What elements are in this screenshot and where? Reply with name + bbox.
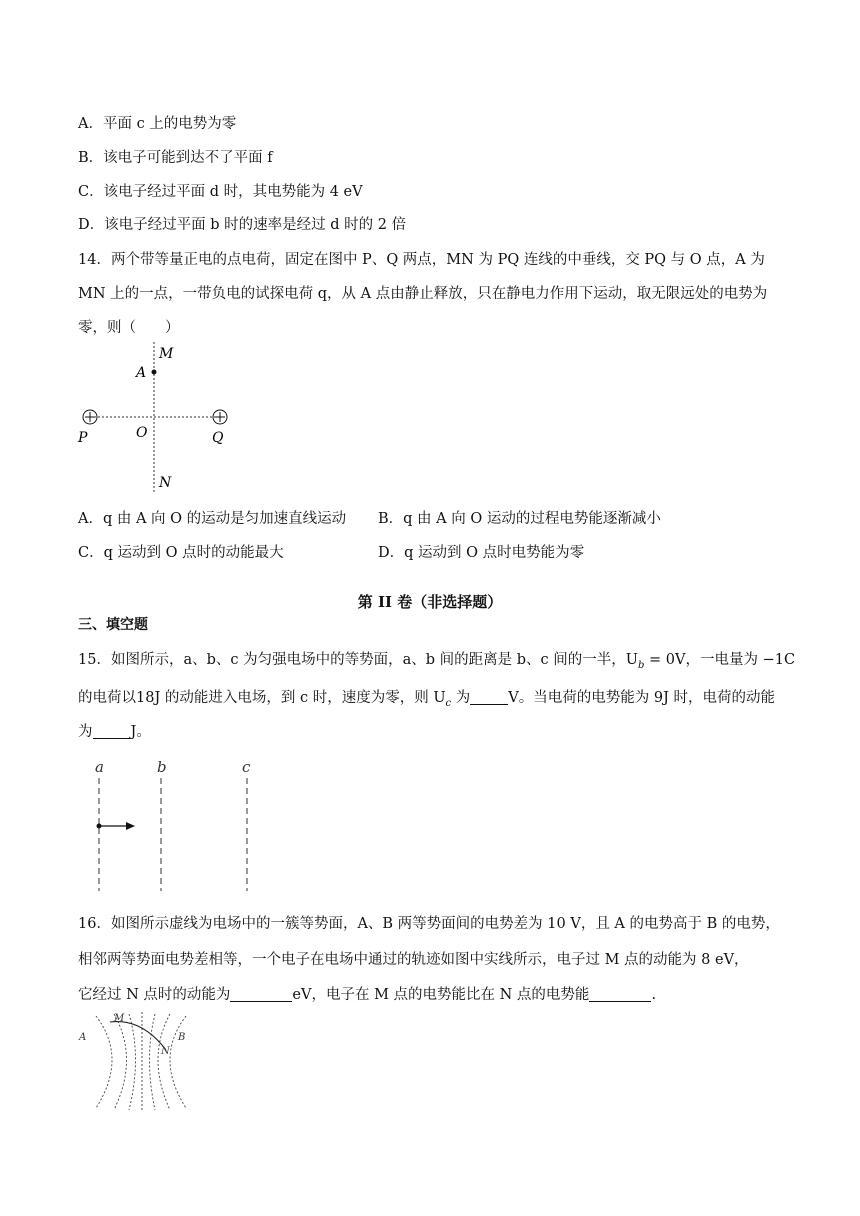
- label-o: O: [136, 425, 148, 441]
- equipotential-6: [158, 1014, 170, 1110]
- q14-option-c: C．q 运动到 O 点时的动能最大: [78, 545, 284, 561]
- point-a: [152, 370, 157, 375]
- q14-option-d: D．q 运动到 O 点时电势能为零: [378, 545, 585, 561]
- q15-line2-text-b: 为: [451, 690, 471, 706]
- q16-stem-line2: 相邻两等势面电势差相等，一个电子在电场中通过的轨迹如图中实线所示，电子过 M 点的动能为 8 eV，: [78, 952, 749, 968]
- q15-line2-text: 的电荷以18J 的动能进入电场，到 c 时，速度为零，则 U: [78, 690, 446, 706]
- q13-option-a: A．平面 c 上的电势为零: [78, 116, 237, 132]
- trajectory: [110, 1022, 166, 1050]
- label-n: N: [161, 1046, 170, 1057]
- equipotential-3: [129, 1014, 136, 1110]
- label-b: B: [178, 1032, 186, 1043]
- q16-figure: [76, 1010, 216, 1110]
- label-p: P: [78, 430, 88, 446]
- q15-stem-line1: [78, 648, 795, 671]
- charge-p: [83, 410, 97, 424]
- q14-stem-line2: MN 上的一点，一带负电的试探电荷 q，从 A 点由静止释放，只在静电力作用下运动，取无限远处的电势为: [78, 286, 768, 302]
- label-m: M: [159, 346, 174, 362]
- q15-stem-line3: [78, 720, 151, 741]
- q13-option-b: B．该电子可能到达不了平面 f: [78, 150, 273, 166]
- q13-option-d: D．该电子经过平面 b 时的速率是经过 d 时的 2 倍: [78, 217, 407, 233]
- label-m: M: [114, 1013, 125, 1024]
- q15-uc-subscript: c: [445, 697, 452, 709]
- q13-option-c: C．该电子经过平面 d 时，其电势能为 4 eV: [78, 184, 363, 200]
- label-a: A: [136, 365, 147, 381]
- q15-line2-text-c: V。当电荷的电势能为 9J 时，电荷的动能: [508, 690, 775, 706]
- q15-blank-1[interactable]: [470, 690, 508, 705]
- q16-line3-text: 它经过 N 点时的动能为: [78, 987, 231, 1003]
- equipotential-5: [150, 1014, 156, 1110]
- equipotential-7: [170, 1016, 186, 1108]
- q15-line1-text: 15．如图所示，a、b、c 为匀强电场中的等势面，a、b 间的距离是 b、c 间的一半，U: [78, 652, 638, 668]
- q16-line3-text-c: .: [651, 987, 657, 1003]
- q16-blank-2[interactable]: [589, 987, 651, 1002]
- q15-line3-text-b: J。: [130, 724, 151, 740]
- label-n: N: [159, 475, 172, 491]
- label-q: Q: [212, 430, 224, 446]
- q16-stem-line3: [78, 983, 656, 1004]
- q14-figure: [70, 340, 260, 500]
- q16-stem-line1: 16．如图所示虚线为电场中的一簇等势面，A、B 两等势面间的电势差为 10 V，且 A 的电势高于 B 的电势，: [78, 916, 780, 932]
- section-title: 第 II 卷（非选择题）: [357, 593, 503, 611]
- charge-q: [213, 410, 227, 424]
- equipotential-2: [114, 1014, 127, 1110]
- equipotential-1: [96, 1016, 112, 1108]
- label-a: a: [95, 758, 104, 776]
- q15-line3-text: 为: [78, 724, 93, 740]
- label-a: A: [79, 1032, 87, 1043]
- arrow-head: [126, 822, 135, 830]
- q14-stem-line3: 零，则（ ）: [78, 320, 180, 336]
- q15-blank-2[interactable]: [93, 724, 131, 739]
- section-subtitle: 三、填空题: [78, 617, 148, 633]
- label-c: c: [242, 758, 251, 776]
- q15-stem-line2: [78, 686, 775, 709]
- label-b: b: [157, 758, 167, 776]
- q15-figure: [84, 756, 274, 896]
- q16-blank-1[interactable]: [230, 987, 292, 1002]
- q14-stem-line1: 14．两个带等量正电的点电荷，固定在图中 P、Q 两点，MN 为 PQ 连线的中垂线，交 PQ 与 O 点，A 为: [78, 252, 765, 268]
- q15-line1-text-b: = 0V，一电量为 −1C: [644, 652, 796, 668]
- q14-option-a: A．q 由 A 向 O 的运动是匀加速直线运动: [78, 511, 347, 527]
- q15-ub-subscript: b: [637, 659, 645, 671]
- q16-line3-text-b: eV，电子在 M 点的电势能比在 N 点的电势能: [292, 987, 590, 1003]
- q14-option-b: B．q 由 A 向 O 运动的过程电势能逐渐减小: [378, 511, 661, 527]
